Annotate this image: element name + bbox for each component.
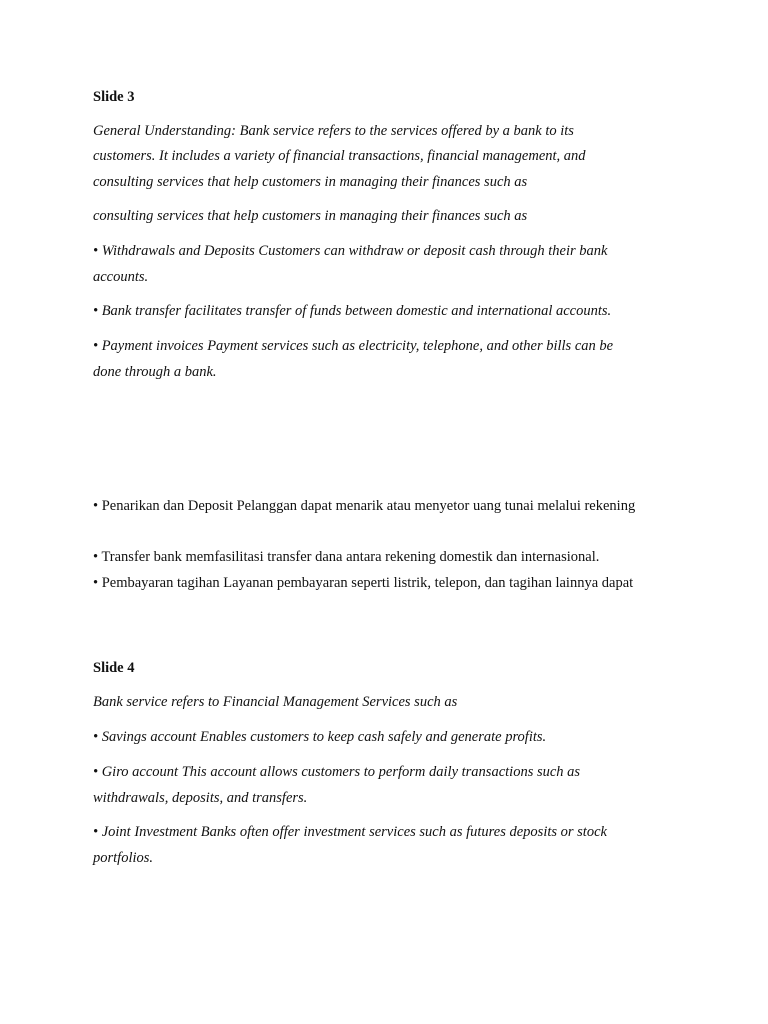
slide-4-bullet-investment-line-1: • Joint Investment Banks often offer investment services such as futures deposits or stock xyxy=(93,824,607,840)
slide-3-intro-line-1: General Understanding: Bank service refers to the services offered by a bank to its xyxy=(93,123,574,139)
slide-4-heading: Slide 4 xyxy=(93,660,135,676)
indonesian-bullet-transfer: • Transfer bank memfasilitasi transfer dana antara rekening domestik dan internasional. xyxy=(93,549,600,565)
slide-3-intro-line-2: customers. It includes a variety of financial transactions, financial management, and xyxy=(93,148,586,164)
slide-4-bullet-giro-line-1: • Giro account This account allows customers to perform daily transactions such as xyxy=(93,764,581,780)
slide-3-bullet-withdrawals-line-1: • Withdrawals and Deposits Customers can withdraw or deposit cash through their bank xyxy=(93,243,608,259)
slide-4-intro: Bank service refers to Financial Management Services such as xyxy=(93,694,458,710)
slide-3-heading: Slide 3 xyxy=(93,89,135,105)
slide-3-bullet-payment-line-1: • Payment invoices Payment services such as electricity, telephone, and other bills can be xyxy=(93,338,614,354)
slide-3-repeat-line: consulting services that help customers in managing their finances such as xyxy=(93,208,528,224)
slide-3-bullet-payment-line-2: done through a bank. xyxy=(93,364,217,380)
slide-4-bullet-giro-line-2: withdrawals, deposits, and transfers. xyxy=(93,790,308,806)
indonesian-bullet-pembayaran: • Pembayaran tagihan Layanan pembayaran seperti listrik, telepon, dan tagihan lainnya dapat xyxy=(93,575,634,591)
slide-4-bullet-investment-line-2: portfolios. xyxy=(93,850,154,866)
slide-3-intro-line-3: consulting services that help customers in managing their finances such as xyxy=(93,174,528,190)
indonesian-bullet-penarikan: • Penarikan dan Deposit Pelanggan dapat menarik atau menyetor uang tunai melalui rekening xyxy=(93,498,636,514)
slide-3-bullet-withdrawals-line-2: accounts. xyxy=(93,269,149,285)
slide-4-bullet-savings: • Savings account Enables customers to keep cash safely and generate profits. xyxy=(93,729,547,745)
slide-3-bullet-transfer: • Bank transfer facilitates transfer of funds between domestic and international accounts. xyxy=(93,303,612,319)
